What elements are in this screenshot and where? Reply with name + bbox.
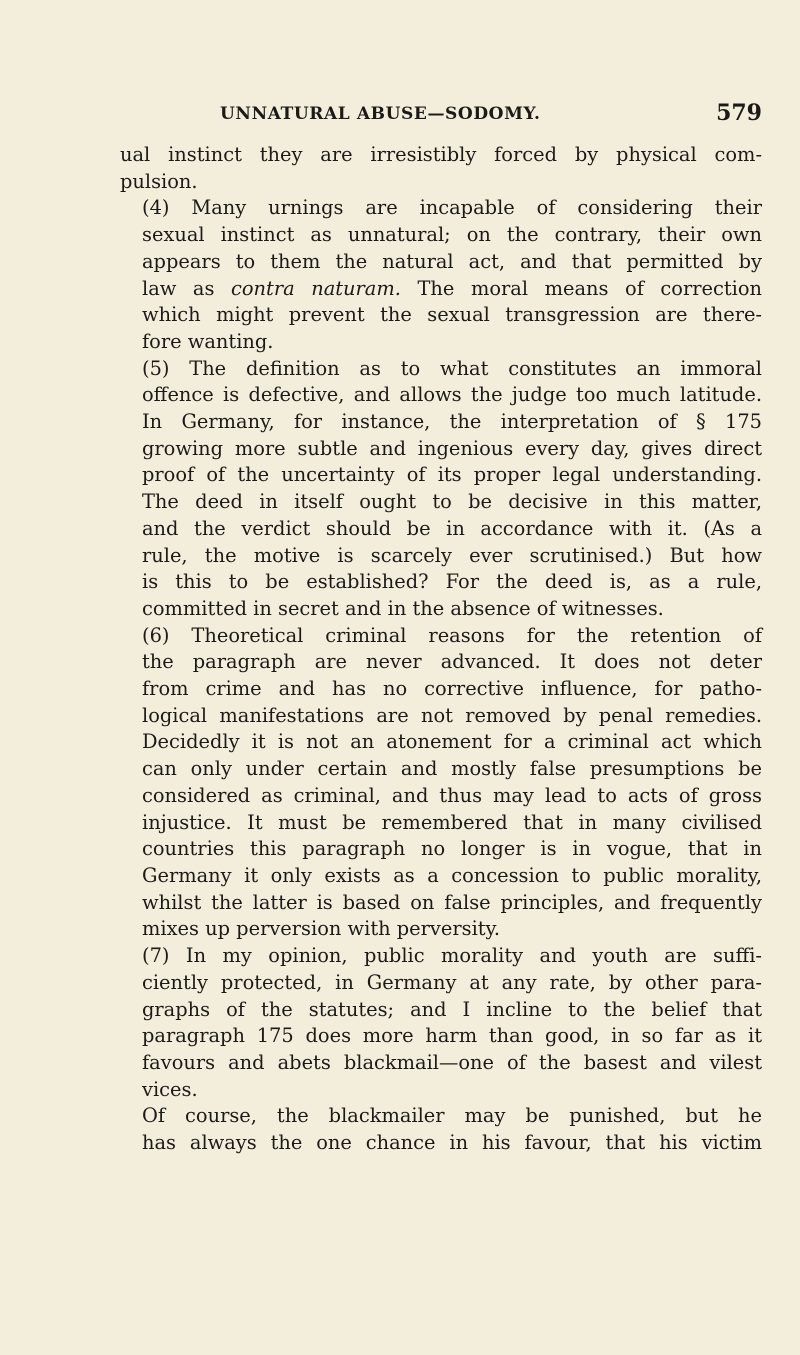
text-segment: law as — [142, 276, 231, 300]
paragraph-continuation — [120, 142, 762, 195]
text-line: has always the one chance in his favour, that his victim — [142, 1131, 762, 1155]
text-line: the paragraph are never advanced. It does not deter — [142, 650, 762, 674]
text-segment: The moral means of correction — [400, 276, 762, 300]
body-text — [120, 142, 762, 1157]
latin-phrase: contra naturam. — [231, 276, 401, 300]
text-line: paragraph 175 does more harm than good, in so far as it — [142, 1024, 762, 1048]
text-line: ciently protected, in Germany at any rate, by other para- — [142, 970, 762, 994]
text-line: and the verdict should be in accordance with it. (As a — [142, 516, 762, 540]
text-line: (6) Theoretical criminal reasons for the retention of — [142, 623, 762, 647]
text-line: sexual instinct as unnatural; on the contrary, their own — [142, 223, 762, 247]
text-line: mixes up perversion with perversity. — [142, 917, 501, 941]
text-line: considered as criminal, and thus may lead to acts of gross — [142, 783, 762, 807]
paragraph-point-7 — [120, 943, 762, 1103]
text-line: rule, the motive is scarcely ever scrutinised.) But how — [142, 543, 762, 567]
text-line: growing more subtle and ingenious every day, gives direct — [142, 436, 762, 460]
text-line: which might prevent the sexual transgression are there- — [142, 303, 762, 327]
text-line: countries this paragraph no longer is in vogue, that in — [142, 837, 762, 861]
text-line: appears to them the natural act, and that permitted by — [142, 249, 762, 273]
paragraph-point-6 — [120, 623, 762, 943]
text-line: can only under certain and mostly false presumptions be — [142, 757, 762, 781]
text-line: committed in secret and in the absence of witnesses. — [142, 596, 664, 620]
page-header — [120, 102, 762, 132]
text-line-mixed — [120, 276, 762, 303]
paragraph-point-4 — [120, 195, 762, 355]
text-line: Germany it only exists as a concession to public morality, — [142, 863, 762, 887]
text-line: offence is defective, and allows the judge too much latitude. — [142, 383, 762, 407]
text-line: graphs of the statutes; and I incline to the belief that — [142, 997, 762, 1021]
page-number: 579 — [716, 100, 762, 126]
running-head: UNNATURAL ABUSE—SODOMY. — [220, 104, 541, 124]
text-line: (7) In my opinion, public morality and youth are suffi- — [142, 944, 762, 968]
text-line: favours and abets blackmail—one of the basest and vilest — [142, 1050, 762, 1074]
text-line: (5) The definition as to what constitutes an immoral — [142, 356, 762, 380]
text-line: In Germany, for instance, the interpretation of § 175 — [142, 410, 762, 434]
text-line: ual instinct they are irresistibly forced by physical com- — [120, 143, 762, 166]
text-line: Of course, the blackmailer may be punished, but he — [142, 1104, 762, 1128]
text-line: pulsion. — [120, 169, 198, 193]
text-line: Decidedly it is not an atonement for a criminal act which — [142, 730, 762, 754]
text-line: vices. — [142, 1077, 198, 1101]
text-line: (4) Many urnings are incapable of considering their — [142, 196, 762, 220]
text-line: fore wanting. — [142, 329, 274, 353]
text-line: from crime and has no corrective influence, for patho- — [142, 677, 762, 701]
text-line: is this to be established? For the deed is, as a rule, — [142, 570, 762, 594]
paragraph-blackmail — [120, 1103, 762, 1156]
text-line: The deed in itself ought to be decisive in this matter, — [142, 490, 762, 514]
text-line: injustice. It must be remembered that in many civilised — [142, 810, 762, 834]
paragraph-point-5 — [120, 356, 762, 623]
text-line: whilst the latter is based on false principles, and frequently — [142, 890, 762, 914]
text-line: logical manifestations are not removed by penal remedies. — [142, 703, 762, 727]
text-line: proof of the uncertainty of its proper legal understanding. — [142, 463, 762, 487]
